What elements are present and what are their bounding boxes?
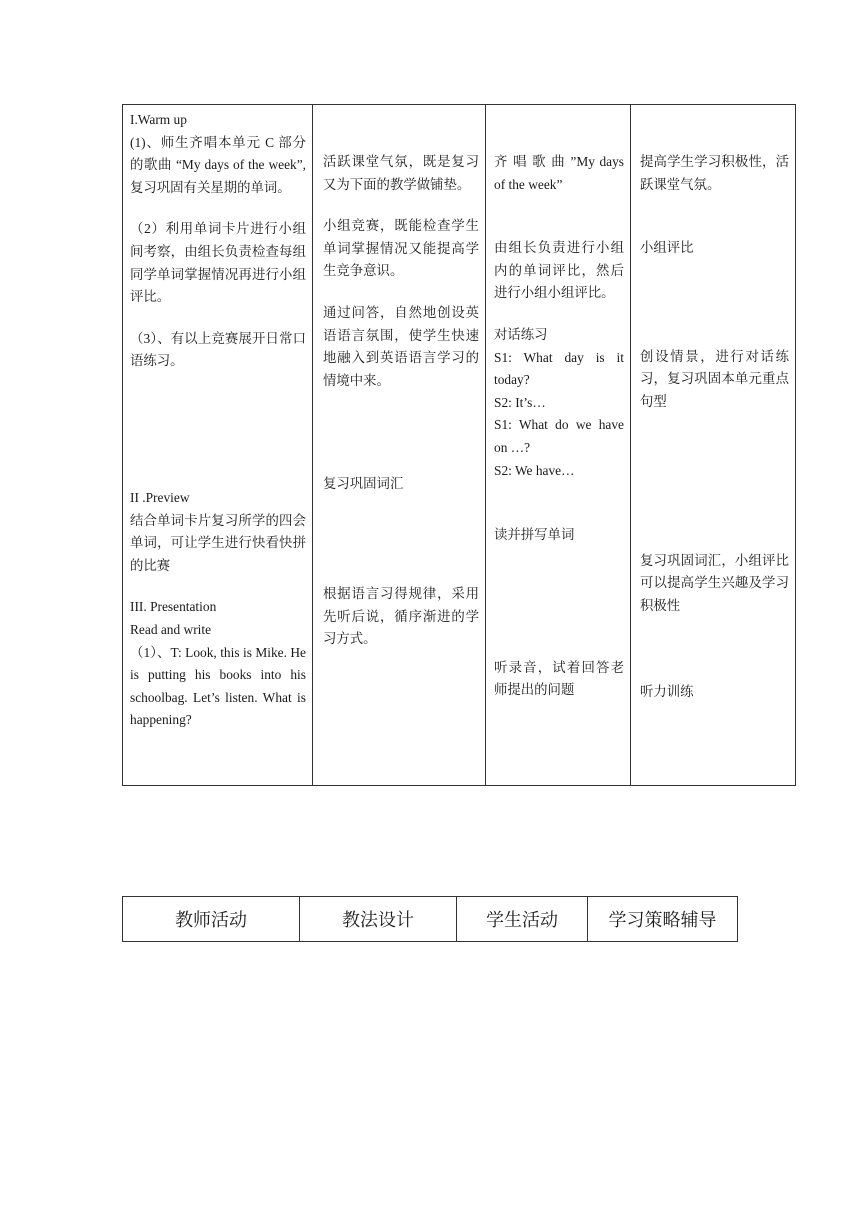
warmup-step2-design: 小组竞赛，既能检查学生单词掌握情况又能提高学生竞争意识。 — [323, 218, 479, 279]
warmup-step3-design: 通过问答，自然地创设英语语言氛围，使学生快速地融入到英语语言学习的情境中来。 — [323, 304, 479, 388]
presentation-strategy: 听力训练 — [640, 684, 694, 700]
warmup-step1-student: 齐 唱 歌 曲 ”My days of the week” — [494, 154, 624, 192]
header-row — [123, 897, 738, 942]
dialogue-line: S1: What do we have on …? — [494, 417, 624, 455]
header-teacher-activity: 教师活动 — [123, 897, 300, 942]
learning-strategy-cell — [631, 105, 796, 786]
dialogue-line: S2: It’s… — [494, 394, 546, 410]
presentation-design: 根据语言习得规律，采用先听后说，循序渐进的学习方式。 — [323, 585, 479, 647]
header-learning-strategy: 学习策略辅导 — [588, 897, 738, 942]
lesson-plan-table — [122, 104, 796, 786]
teaching-design-cell — [313, 105, 486, 786]
preview-strategy: 复习巩固词汇，小组评比可以提高学生兴趣及学习积极性 — [640, 552, 789, 613]
section-subheading-read-write: Read and write — [130, 621, 212, 637]
section-heading-warmup: I.Warm up — [130, 112, 187, 127]
preview-student: 读并拼写单词 — [494, 527, 575, 543]
warmup-step3-student-title: 对话练习 — [494, 326, 548, 342]
dialogue-line: S2: We have… — [494, 462, 575, 478]
warmup-step1-design: 活跃课堂气氛，既是复习又为下面的教学做铺垫。 — [323, 154, 479, 192]
table-row — [123, 105, 796, 786]
dialogue-line: S1: What day is it today? — [494, 349, 624, 388]
warmup-step1-strategy: 提高学生学习积极性，活跃课堂气氛。 — [640, 154, 789, 192]
teacher-activity-cell — [123, 105, 313, 786]
warmup-step2-strategy: 小组评比 — [640, 240, 694, 256]
warmup-step3-teacher: （3）、有以上竞赛展开日常口语练习。 — [130, 330, 306, 369]
header-student-activity: 学生活动 — [457, 897, 588, 942]
presentation-teacher: （1）、T: Look, this is Mike. He is putting his books into his schoolbag. Let’s listen. What is happening? — [130, 644, 306, 728]
warmup-step3-strategy: 创设情景，进行对话练习，复习巩固本单元重点句型 — [640, 348, 789, 409]
column-header-table — [122, 896, 738, 942]
preview-teacher: 结合单词卡片复习所学的四会单词，可让学生进行快看快拼的比赛 — [130, 512, 306, 573]
warmup-step1-teacher: (1)、师生齐唱本单元 C 部分的歌曲 “My days of the week”,复习巩固有关星期的单词。 — [130, 134, 306, 195]
warmup-step2-student: 由组长负责进行小组内的单词评比，然后进行小组小组评比。 — [494, 240, 624, 301]
warmup-step2-teacher: （2）利用单词卡片进行小组间考察，由组长负责检查每组同学单词掌握情况再进行小组评比。 — [130, 221, 306, 305]
preview-design: 复习巩固词汇 — [323, 476, 404, 492]
header-teaching-design: 教法设计 — [300, 897, 457, 942]
section-heading-presentation: III. Presentation — [130, 599, 217, 615]
student-activity-cell — [486, 105, 631, 786]
section-heading-preview: II .Preview — [130, 489, 190, 505]
presentation-student: 听录音，试着回答老师提出的问题 — [494, 659, 624, 698]
